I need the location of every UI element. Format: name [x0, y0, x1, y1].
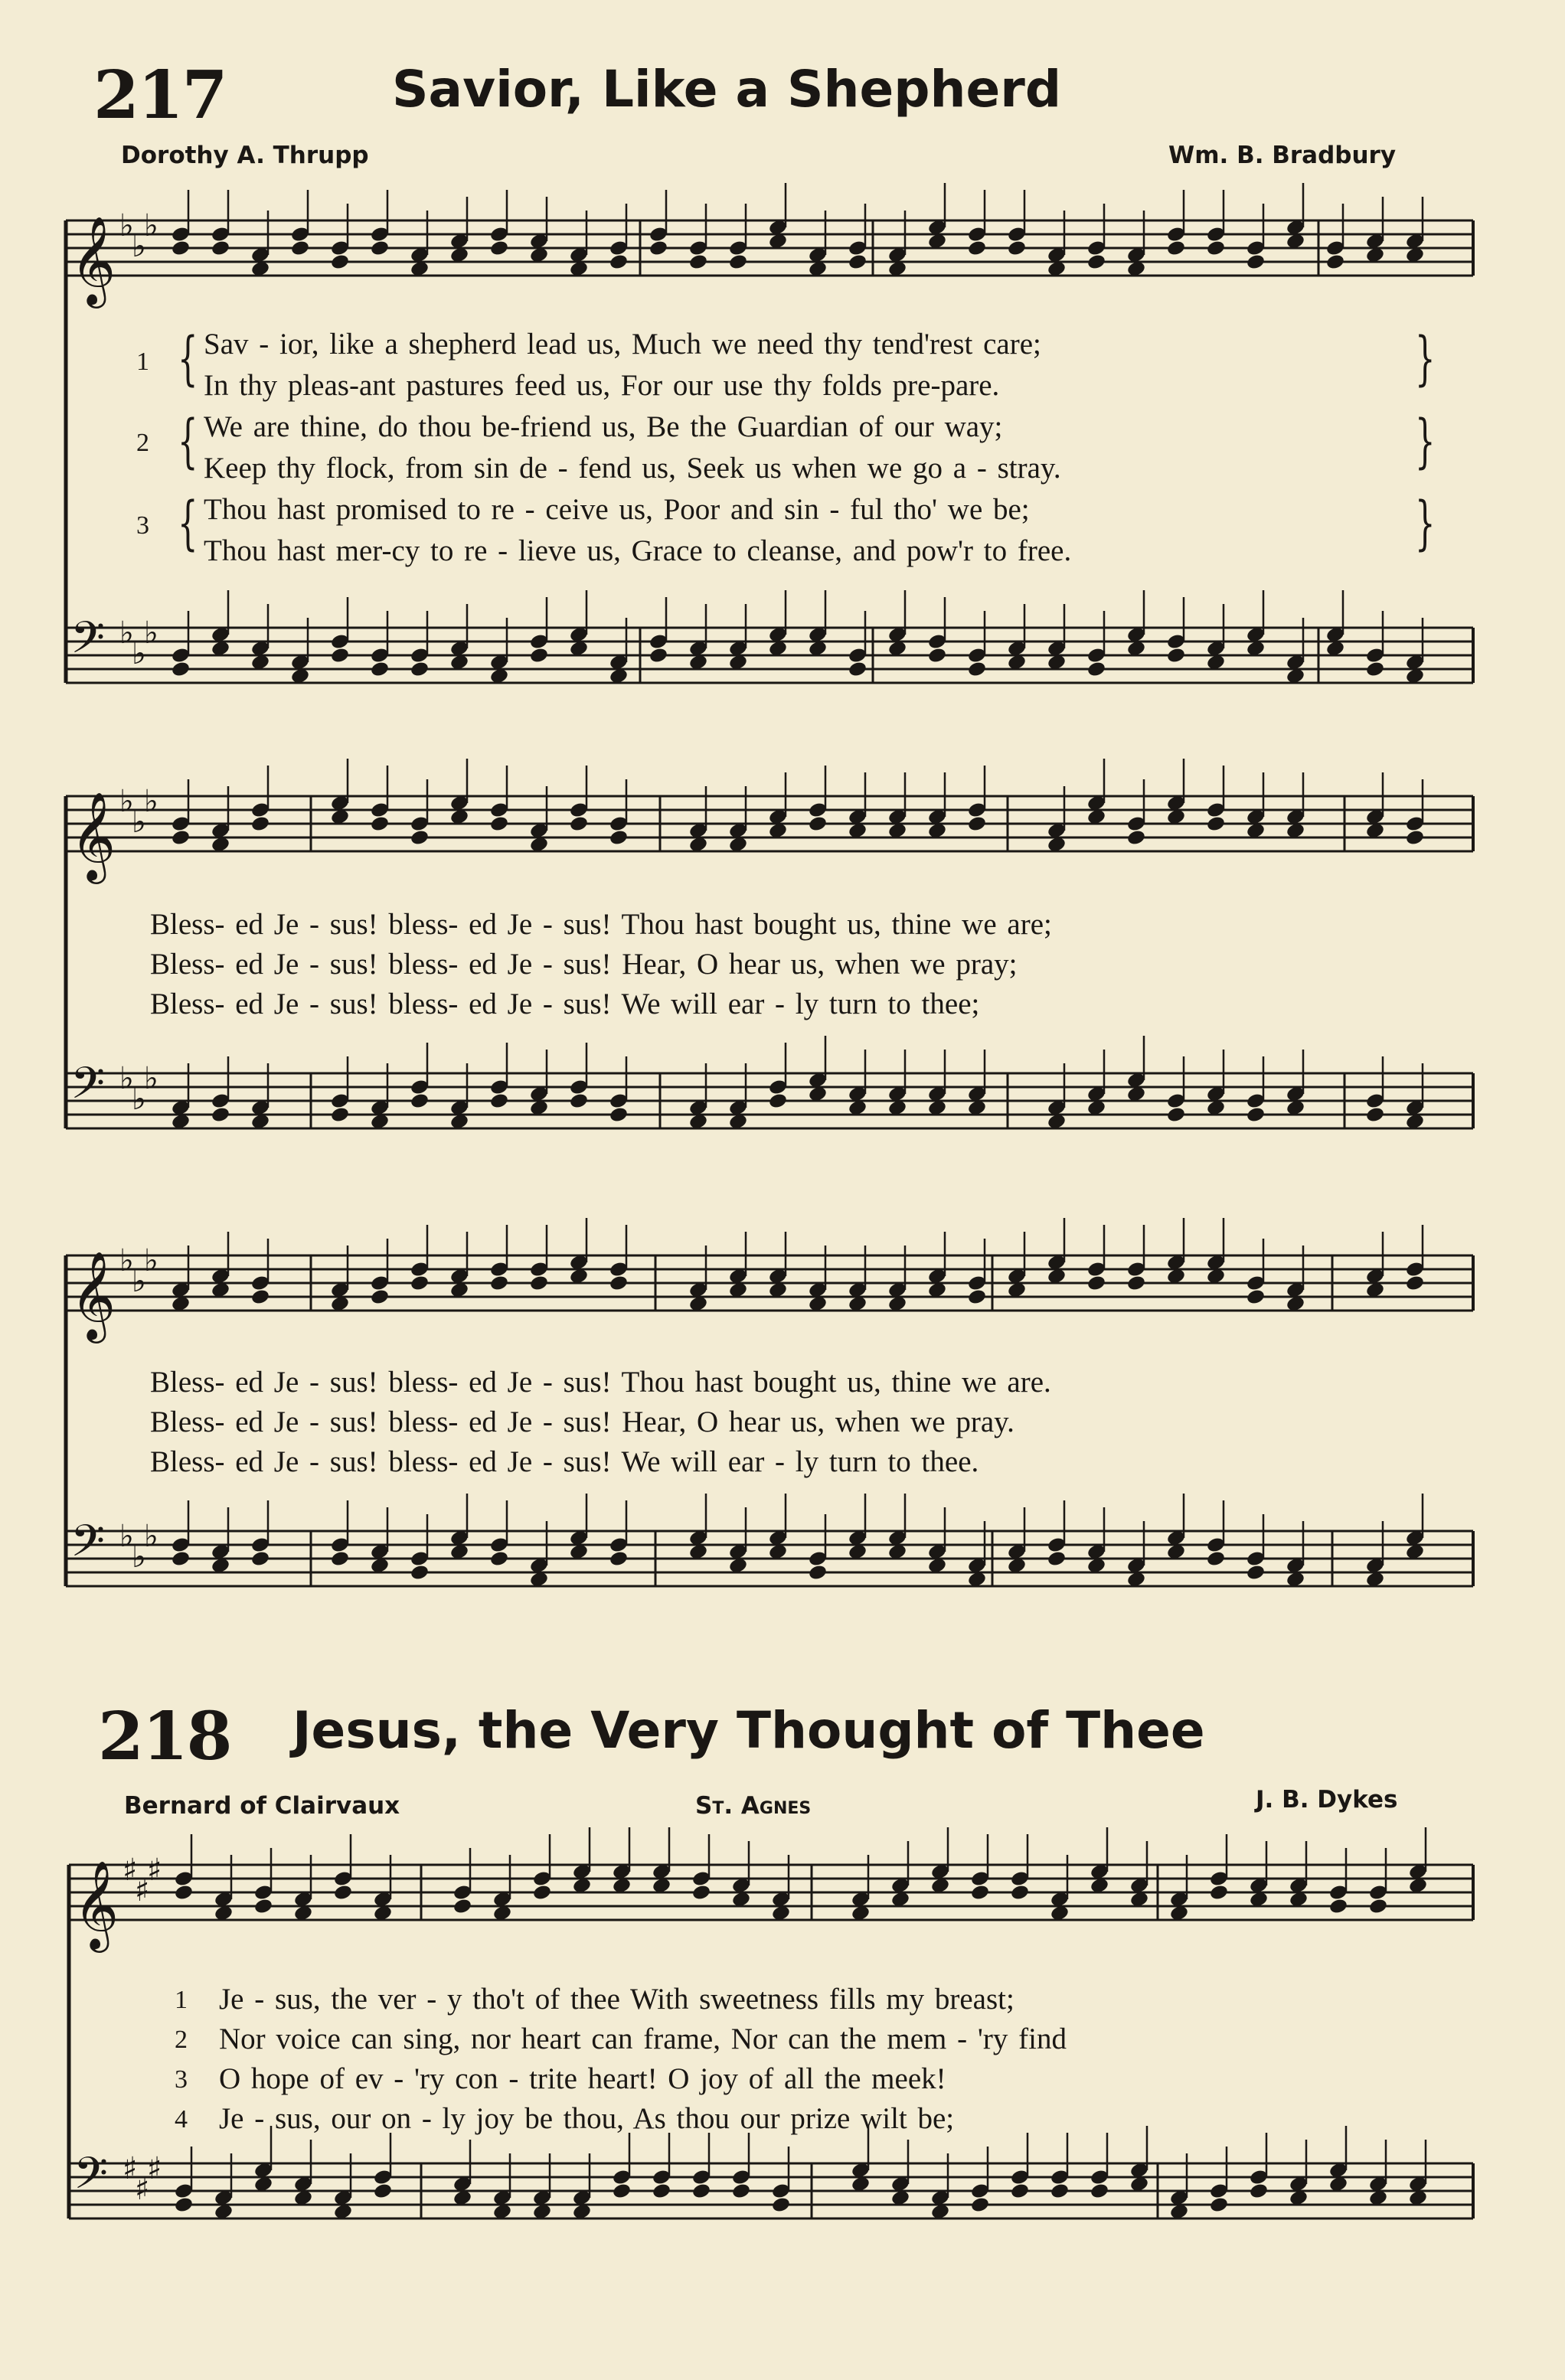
note-head [967, 815, 987, 833]
note-head [1206, 1550, 1226, 1568]
note-head [410, 1092, 430, 1110]
key-signature: ♭ [132, 1539, 146, 1575]
refrain-line: Bless- ed Je - sus! bless- ed Je - sus! Thou hast bought us, thine we are. [150, 1366, 1051, 1399]
note-head [728, 253, 748, 271]
key-signature: ♭ [132, 805, 146, 840]
verse-number: 4 [175, 2105, 188, 2134]
verse-brace: } [1415, 406, 1436, 475]
note-head [330, 647, 350, 664]
clef-symbol: 𝄞 [70, 1250, 116, 1340]
note-head [927, 647, 947, 664]
composer-credit: J. B. Dykes [1256, 1786, 1398, 1814]
note-head [1246, 1564, 1266, 1582]
note-head [731, 2182, 751, 2200]
note-head [330, 1106, 350, 1124]
note-head [569, 1092, 589, 1110]
note-head [967, 661, 987, 678]
verse-brace: } [1415, 324, 1436, 392]
clef-symbol: 𝄢 [70, 1515, 106, 1578]
note-head [808, 1564, 828, 1582]
note-head [1010, 2182, 1030, 2200]
note-head [652, 2182, 671, 2200]
note-head [768, 1092, 788, 1110]
key-signature: ♯ [135, 1873, 150, 1908]
key-signature: ♭ [132, 636, 146, 671]
verse-line: Keep thy flock, from sin de - fend us, Seek us when we go a - stray. [204, 452, 1061, 485]
note-head [1166, 647, 1186, 664]
key-signature: ♯ [135, 2172, 150, 2207]
note-head [1206, 815, 1226, 833]
clef-symbol: 𝄢 [74, 2147, 109, 2210]
note-head [330, 253, 350, 271]
verse-line: O hope of ev - 'ry con - trite heart! O joy of all the meek! [219, 2062, 946, 2095]
note-head [1328, 1898, 1348, 1915]
note-head [771, 2196, 791, 2214]
note-head [649, 240, 668, 257]
composer-credit: Wm. B. Bradbury [1168, 142, 1397, 169]
note-head [1209, 1884, 1229, 1902]
refrain-line: Bless- ed Je - sus! bless- ed Je - sus! Hear, O hear us, when we pray. [150, 1405, 1014, 1438]
key-signature: ♭ [144, 784, 158, 819]
verse-brace: { [178, 324, 198, 392]
verse-number: 3 [136, 511, 149, 540]
note-head [688, 253, 708, 271]
note-head [333, 1884, 353, 1902]
verse-number: 1 [175, 1986, 188, 2014]
note-head [1047, 1550, 1067, 1568]
note-head [410, 829, 430, 847]
note-head [174, 1884, 194, 1902]
note-head [171, 240, 191, 257]
clef-symbol: 𝄢 [70, 1057, 106, 1120]
note-head [691, 1884, 711, 1902]
key-signature: ♭ [119, 1243, 134, 1278]
note-head [1209, 2196, 1229, 2214]
verse-line: Thou hast promised to re - ceive us, Poor and sin - ful tho' we be; [204, 493, 1030, 526]
key-signature: ♭ [144, 615, 158, 651]
note-head [1050, 2182, 1070, 2200]
key-signature: ♯ [147, 1853, 162, 1888]
note-head [250, 1550, 270, 1568]
note-head [529, 1275, 549, 1292]
verse-brace: { [178, 406, 198, 475]
verse-line: Nor voice can sing, nor heart can frame, Nor can the mem - 'ry find [219, 2023, 1067, 2055]
note-head [1010, 1884, 1030, 1902]
note-head [1405, 1275, 1425, 1292]
key-signature: ♭ [132, 1082, 146, 1117]
note-head [1126, 1275, 1146, 1292]
note-head [370, 661, 390, 678]
key-signature: ♯ [123, 1853, 138, 1888]
verse-line: Je - sus, our on - ly joy be thou, As thou our prize wilt be; [219, 2102, 955, 2135]
note-head [609, 829, 629, 847]
note-head [211, 1106, 230, 1124]
note-head [848, 661, 867, 678]
note-head [370, 1288, 390, 1306]
note-head [529, 647, 549, 664]
note-head [453, 1898, 472, 1915]
note-head [609, 1106, 629, 1124]
refrain-line: Bless- ed Je - sus! bless- ed Je - sus! We will ear - ly turn to thee; [150, 988, 980, 1020]
note-head [211, 240, 230, 257]
verse-line: Thou hast mer-cy to re - lieve us, Grace to cleanse, and pow'r to free. [204, 534, 1072, 567]
note-head [691, 2182, 711, 2200]
verse-number: 2 [175, 2026, 188, 2054]
note-head [330, 1550, 350, 1568]
note-head [290, 240, 310, 257]
verse-line: We are thine, do thou be-friend us, Be the Guardian of our way; [204, 410, 1003, 443]
key-signature: ♭ [144, 208, 158, 243]
verse-line: In thy pleas-ant pastures feed us, For our use thy folds pre-pare. [204, 369, 1000, 402]
note-head [569, 815, 589, 833]
note-head [1405, 829, 1425, 847]
note-head [1090, 2182, 1109, 2200]
key-signature: ♭ [132, 1264, 146, 1299]
note-head [1246, 1106, 1266, 1124]
note-head [1365, 1106, 1385, 1124]
refrain-line: Bless- ed Je - sus! bless- ed Je - sus! Hear, O hear us, when we pray; [150, 948, 1018, 981]
note-head [489, 1550, 509, 1568]
note-head [171, 1550, 191, 1568]
note-head [609, 253, 629, 271]
verse-line: Je - sus, the ver - y tho't of thee With sweetness fills my breast; [219, 1983, 1014, 2016]
note-head [171, 661, 191, 678]
note-head [171, 829, 191, 847]
note-head [967, 240, 987, 257]
note-head [1166, 240, 1186, 257]
refrain-line: Bless- ed Je - sus! bless- ed Je - sus! Thou hast bought us, thine we are; [150, 908, 1052, 941]
key-signature: ♭ [119, 784, 134, 819]
note-head [970, 2196, 990, 2214]
note-head [253, 1898, 273, 1915]
note-head [1246, 1288, 1266, 1306]
note-head [250, 815, 270, 833]
key-signature: ♭ [144, 1061, 158, 1096]
note-head [532, 1884, 552, 1902]
note-head [967, 1288, 987, 1306]
note-head [174, 2196, 194, 2214]
note-head [1086, 253, 1106, 271]
verse-brace: { [178, 488, 198, 557]
note-head [1249, 2182, 1269, 2200]
note-head [373, 2182, 393, 2200]
note-head [609, 1550, 629, 1568]
note-head [1206, 240, 1226, 257]
verse-number: 3 [175, 2065, 188, 2094]
clef-symbol: 𝄢 [70, 612, 106, 674]
author-credit: Dorothy A. Thrupp [121, 142, 369, 169]
verse-number: 2 [136, 429, 149, 457]
note-head [370, 815, 390, 833]
note-head [1086, 661, 1106, 678]
note-head [1086, 1275, 1106, 1292]
hymn-title: Jesus, the Very Thought of Thee [292, 1701, 1205, 1760]
hymn-number: 218 [98, 1698, 231, 1775]
note-head [489, 1092, 509, 1110]
note-head [1126, 829, 1146, 847]
note-head [1007, 240, 1027, 257]
key-signature: ♭ [119, 208, 134, 243]
refrain-line: Bless- ed Je - sus! bless- ed Je - sus! We will ear - ly turn to thee. [150, 1445, 979, 1478]
key-signature: ♭ [144, 1519, 158, 1554]
note-head [410, 661, 430, 678]
note-head [489, 1275, 509, 1292]
note-head [1166, 1106, 1186, 1124]
key-signature: ♯ [147, 2151, 162, 2186]
key-signature: ♯ [123, 2151, 138, 2186]
note-head [1246, 253, 1266, 271]
key-signature: ♭ [119, 1519, 134, 1554]
key-signature: ♭ [119, 1061, 134, 1096]
note-head [970, 1884, 990, 1902]
note-head [612, 2182, 632, 2200]
note-head [250, 1288, 270, 1306]
note-head [1368, 1898, 1388, 1915]
note-head [848, 253, 867, 271]
note-head [410, 1564, 430, 1582]
note-head [489, 815, 509, 833]
note-head [1325, 253, 1345, 271]
key-signature: ♭ [119, 615, 134, 651]
note-head [1365, 661, 1385, 678]
note-head [649, 647, 668, 664]
key-signature: ♭ [132, 229, 146, 264]
note-head [370, 240, 390, 257]
author-credit: Bernard of Clairvaux [124, 1792, 400, 1820]
note-head [489, 240, 509, 257]
note-head [609, 1275, 629, 1292]
clef-symbol: 𝄞 [74, 1859, 119, 1949]
verse-line: Sav - ior, like a shepherd lead us, Much we need thy tend'rest care; [204, 328, 1041, 361]
hymn-title: Savior, Like a Shepherd [392, 60, 1062, 119]
clef-symbol: 𝄞 [70, 215, 116, 305]
clef-symbol: 𝄞 [70, 791, 116, 880]
verse-number: 1 [136, 348, 149, 376]
verse-brace: } [1415, 488, 1436, 557]
note-head [410, 1275, 430, 1292]
note-head [808, 815, 828, 833]
tune-name: St. Agnes [695, 1792, 812, 1820]
hymn-number: 217 [93, 57, 227, 134]
key-signature: ♭ [144, 1243, 158, 1278]
